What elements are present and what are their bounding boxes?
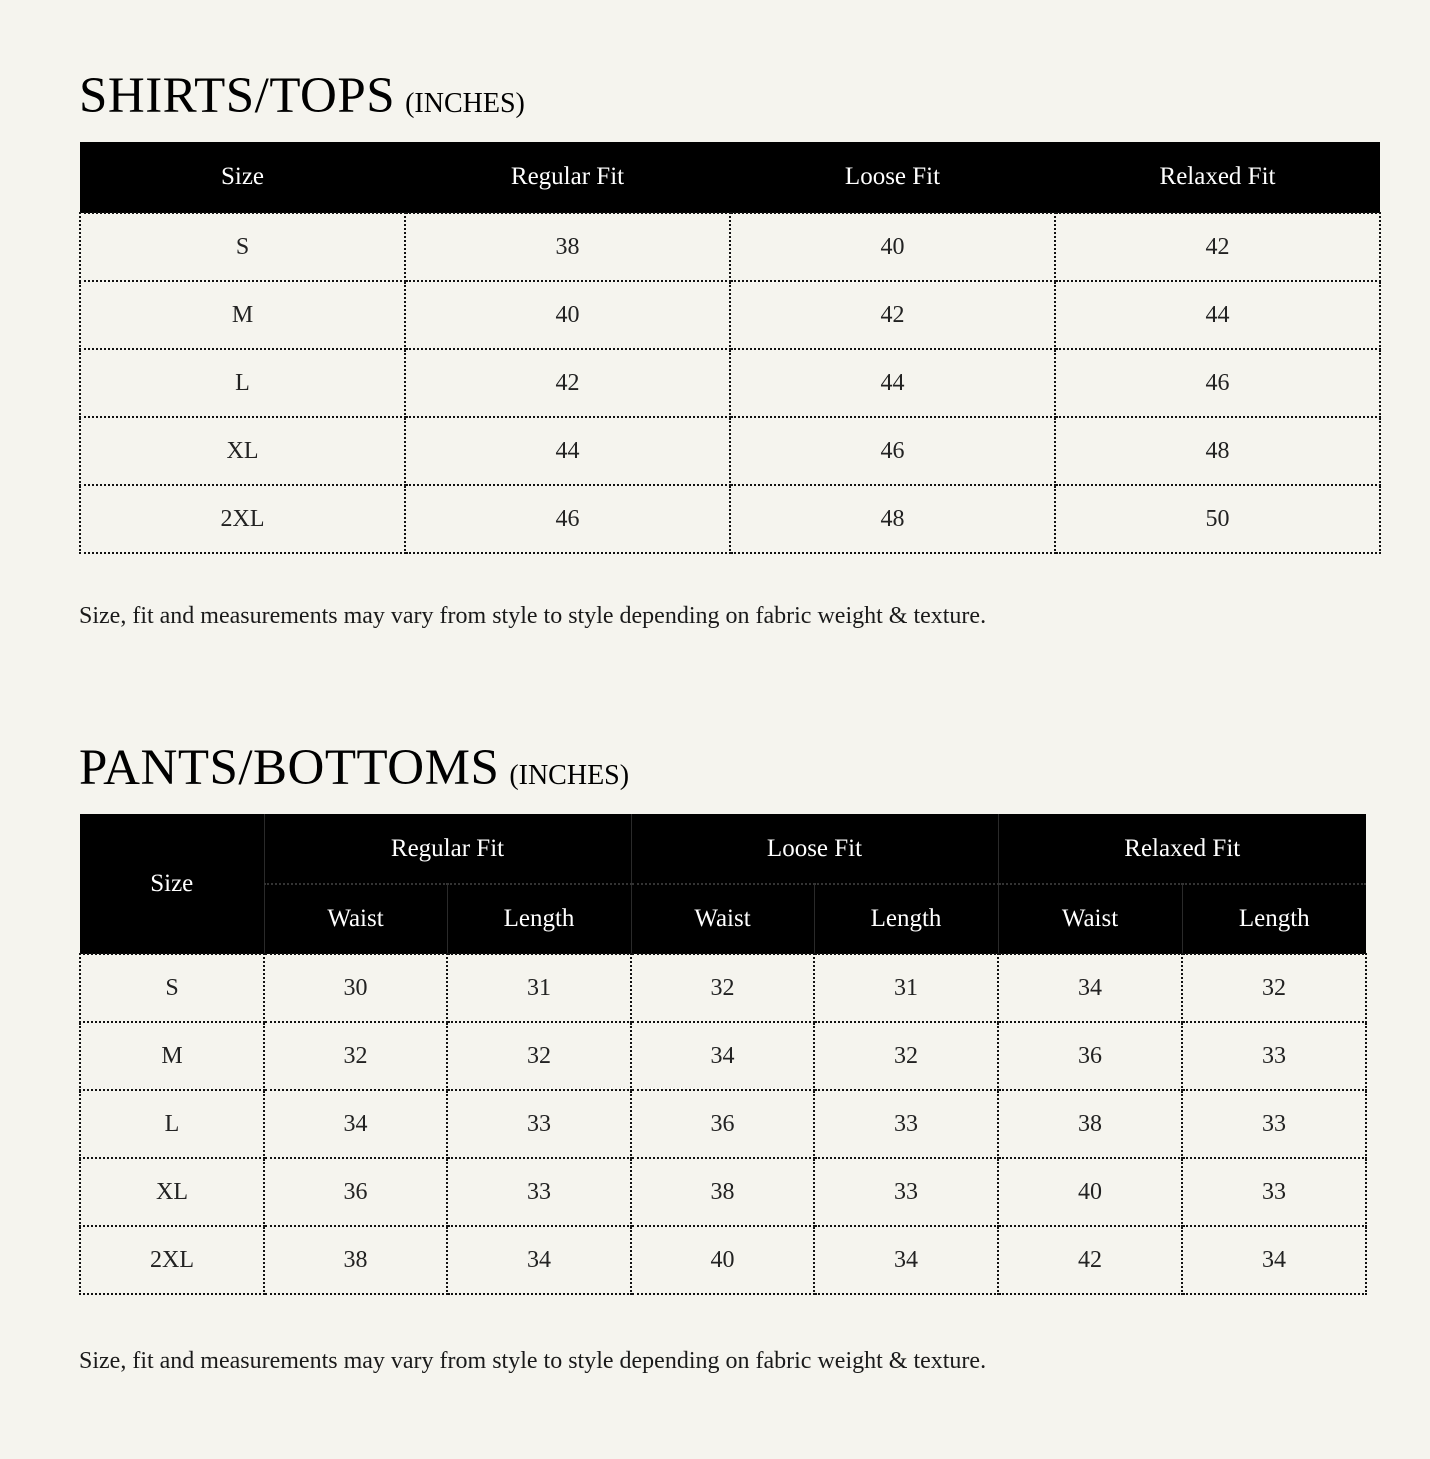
table-row: [80, 1090, 1366, 1158]
size-cell: M: [80, 1022, 264, 1090]
measurement-cell: 38: [405, 213, 730, 281]
size-cell: 2XL: [80, 485, 405, 553]
measurement-cell: 40: [405, 281, 730, 349]
measurement-cell: 33: [1182, 1158, 1366, 1226]
measurement-cell: 46: [405, 485, 730, 553]
measurement-cell: 33: [1182, 1090, 1366, 1158]
shirts-unit-label: (INCHES): [405, 88, 525, 119]
measurement-cell: 46: [730, 417, 1055, 485]
table-row: [80, 485, 1380, 553]
measurement-cell: 33: [447, 1158, 631, 1226]
table-row: [80, 349, 1380, 417]
measurement-cell: 32: [447, 1022, 631, 1090]
shirts-fit-note: Size, fit and measurements may vary from style to style depending on fabric weight & texture.: [79, 603, 987, 629]
measurement-cell: 33: [447, 1090, 631, 1158]
measurement-cell: 32: [814, 1022, 998, 1090]
measurement-cell: 34: [998, 954, 1182, 1022]
measurement-cell: 44: [1055, 281, 1380, 349]
measurement-cell: 32: [1182, 954, 1366, 1022]
measurement-cell: 50: [1055, 485, 1380, 553]
measurement-cell: 32: [264, 1022, 447, 1090]
shirts-section-title: [79, 68, 525, 124]
pants-header-row-groups: [80, 814, 1366, 884]
size-cell: XL: [80, 417, 405, 485]
table-row: [80, 213, 1380, 281]
measurement-cell: 36: [264, 1158, 447, 1226]
pants-header-regular-fit: Regular Fit: [264, 814, 631, 884]
pants-header-row-measures: [80, 884, 1366, 954]
pants-header-loose-waist: Waist: [631, 884, 814, 954]
measurement-cell: 33: [1182, 1022, 1366, 1090]
pants-fit-note: Size, fit and measurements may vary from style to style depending on fabric weight & texture.: [79, 1348, 987, 1374]
measurement-cell: 40: [998, 1158, 1182, 1226]
measurement-cell: 46: [1055, 349, 1380, 417]
shirts-size-table: [79, 142, 1381, 554]
pants-section-title: [79, 740, 630, 796]
table-row: [80, 1226, 1366, 1294]
size-cell: L: [80, 1090, 264, 1158]
measurement-cell: 36: [998, 1022, 1182, 1090]
table-row: [80, 1158, 1366, 1226]
shirts-header-loose-fit: Loose Fit: [730, 142, 1055, 213]
measurement-cell: 34: [814, 1226, 998, 1294]
measurement-cell: 38: [631, 1158, 814, 1226]
measurement-cell: 34: [631, 1022, 814, 1090]
measurement-cell: 34: [264, 1090, 447, 1158]
pants-header-relaxed-fit: Relaxed Fit: [998, 814, 1366, 884]
measurement-cell: 42: [998, 1226, 1182, 1294]
measurement-cell: 42: [405, 349, 730, 417]
measurement-cell: 44: [730, 349, 1055, 417]
pants-header-loose-fit: Loose Fit: [631, 814, 998, 884]
measurement-cell: 31: [447, 954, 631, 1022]
size-cell: XL: [80, 1158, 264, 1226]
measurement-cell: 33: [814, 1158, 998, 1226]
pants-header-size: Size: [80, 814, 264, 954]
measurement-cell: 34: [447, 1226, 631, 1294]
shirts-header-row: [80, 142, 1380, 213]
measurement-cell: 30: [264, 954, 447, 1022]
pants-header-loose-length: Length: [814, 884, 998, 954]
pants-size-table: [79, 814, 1367, 1295]
pants-header-relaxed-waist: Waist: [998, 884, 1182, 954]
pants-unit-label: (INCHES): [509, 760, 630, 791]
table-row: [80, 1022, 1366, 1090]
measurement-cell: 40: [730, 213, 1055, 281]
shirts-header-relaxed-fit: Relaxed Fit: [1055, 142, 1380, 213]
size-cell: L: [80, 349, 405, 417]
size-cell: M: [80, 281, 405, 349]
shirts-header-regular-fit: Regular Fit: [405, 142, 730, 213]
size-cell: S: [80, 213, 405, 281]
shirts-title-text: SHIRTS/TOPS: [79, 68, 396, 124]
measurement-cell: 34: [1182, 1226, 1366, 1294]
pants-title-text: PANTS/BOTTOMS: [79, 740, 500, 796]
measurement-cell: 48: [1055, 417, 1380, 485]
shirts-header-size: Size: [80, 142, 405, 213]
measurement-cell: 38: [998, 1090, 1182, 1158]
table-row: [80, 281, 1380, 349]
measurement-cell: 42: [1055, 213, 1380, 281]
pants-header-regular-waist: Waist: [264, 884, 447, 954]
measurement-cell: 31: [814, 954, 998, 1022]
table-row: [80, 954, 1366, 1022]
size-cell: 2XL: [80, 1226, 264, 1294]
measurement-cell: 44: [405, 417, 730, 485]
measurement-cell: 38: [264, 1226, 447, 1294]
measurement-cell: 40: [631, 1226, 814, 1294]
table-row: [80, 417, 1380, 485]
measurement-cell: 33: [814, 1090, 998, 1158]
measurement-cell: 32: [631, 954, 814, 1022]
measurement-cell: 36: [631, 1090, 814, 1158]
pants-header-regular-length: Length: [447, 884, 631, 954]
size-cell: S: [80, 954, 264, 1022]
measurement-cell: 42: [730, 281, 1055, 349]
measurement-cell: 48: [730, 485, 1055, 553]
pants-header-relaxed-length: Length: [1182, 884, 1366, 954]
